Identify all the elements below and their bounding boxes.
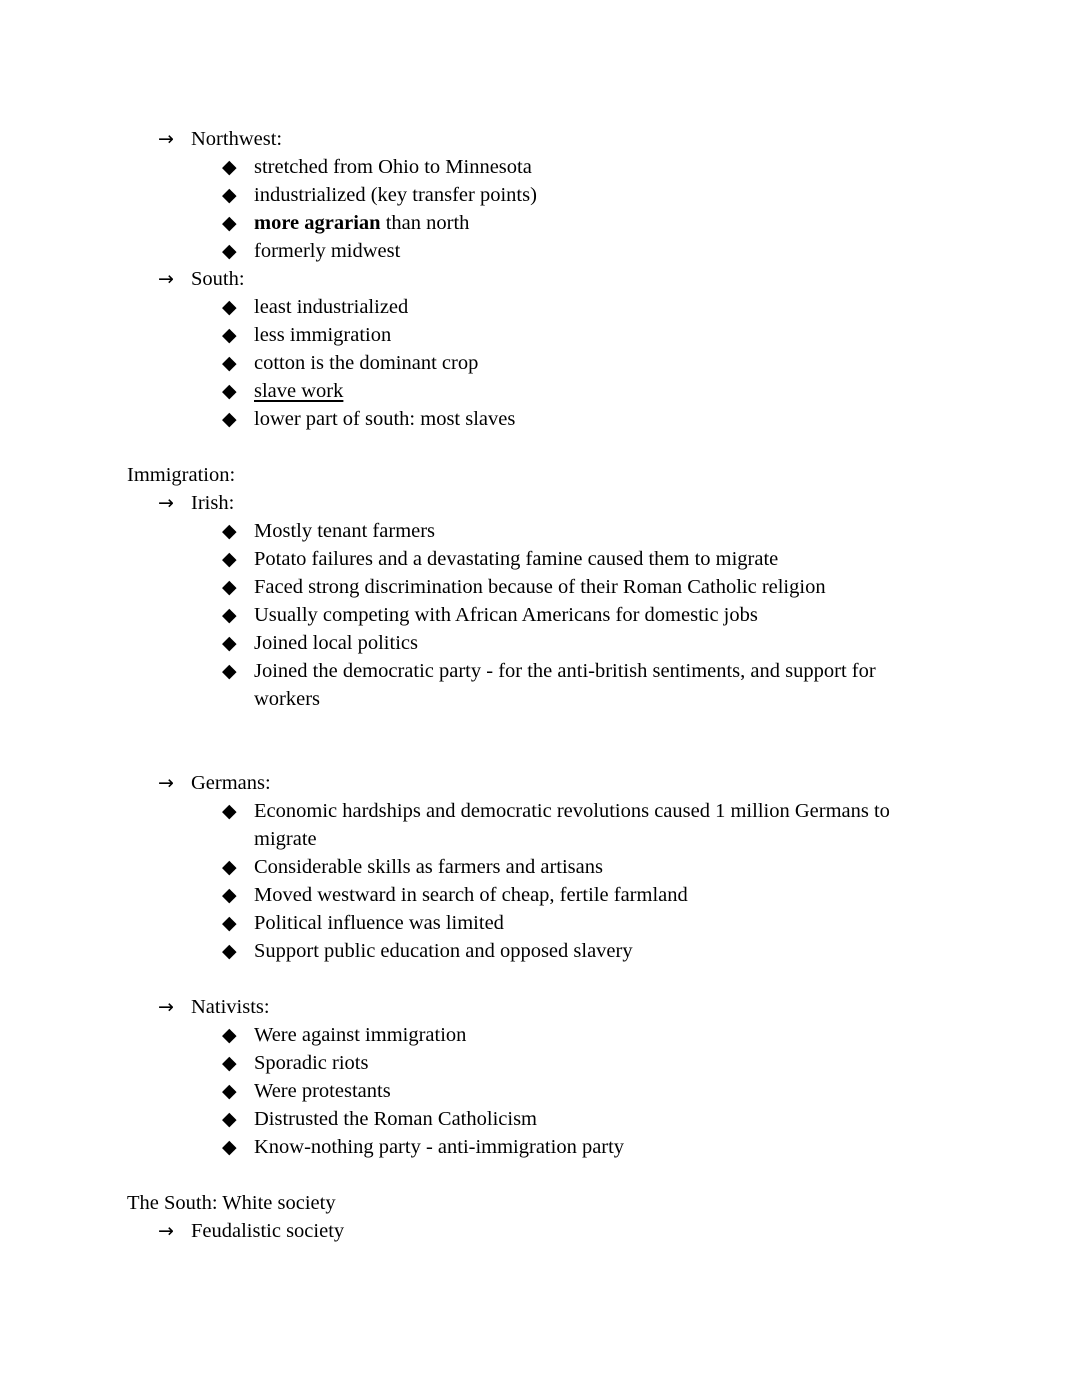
list-item: ◆ Support public education and opposed slavery <box>222 937 633 965</box>
northwest-heading <box>158 125 282 153</box>
germans-label: Germans: <box>191 772 271 794</box>
diamond-bullet-icon: ◆ <box>222 548 237 570</box>
diamond-bullet-icon: ◆ <box>222 352 237 374</box>
list-item: ◆ industrialized (key transfer points) <box>222 181 537 209</box>
south-heading <box>158 265 245 293</box>
list-item: ◆ Considerable skills as farmers and artisans <box>222 853 603 881</box>
list-item: ◆ Joined local politics <box>222 629 418 657</box>
diamond-bullet-icon: ◆ <box>222 632 237 654</box>
list-item: ◆ Sporadic riots <box>222 1049 368 1077</box>
nativists-heading <box>158 993 270 1021</box>
arrow-icon: → <box>158 268 174 290</box>
list-item: ◆ more agrarian than north <box>222 209 469 237</box>
nativists-label: Nativists: <box>191 996 270 1018</box>
list-item <box>222 377 343 405</box>
list-item: ◆ Distrusted the Roman Catholicism <box>222 1105 537 1133</box>
list-item-continuation: migrate <box>254 828 317 850</box>
diamond-bullet-icon: ◆ <box>222 324 237 346</box>
list-item: ◆ least industrialized <box>222 293 408 321</box>
diamond-bullet-icon: ◆ <box>222 576 237 598</box>
list-item: ◆ Moved westward in search of cheap, fertile farmland <box>222 881 688 909</box>
germans-heading <box>158 769 271 797</box>
irish-heading <box>158 489 234 517</box>
arrow-icon: → <box>158 1220 174 1242</box>
list-item: ◆ less immigration <box>222 321 391 349</box>
list-item: ◆ lower part of south: most slaves <box>222 405 515 433</box>
diamond-bullet-icon: ◆ <box>222 1024 237 1046</box>
diamond-bullet-icon: ◆ <box>222 884 237 906</box>
diamond-bullet-icon: ◆ <box>222 212 237 234</box>
list-item: → Feudalistic society <box>158 1217 344 1245</box>
list-item: ◆ Usually competing with African Americans for domestic jobs <box>222 601 758 629</box>
immigration-heading: Immigration: <box>127 464 236 486</box>
diamond-bullet-icon: ◆ <box>222 520 237 542</box>
diamond-bullet-icon: ◆ <box>222 156 237 178</box>
diamond-bullet-icon: ◆ <box>222 912 237 934</box>
list-item: ◆ Faced strong discrimination because of their Roman Catholic religion <box>222 573 826 601</box>
list-item: ◆ Potato failures and a devastating famine caused them to migrate <box>222 545 778 573</box>
arrow-icon: → <box>158 492 174 514</box>
diamond-bullet-icon: ◆ <box>222 856 237 878</box>
list-item: ◆ cotton is the dominant crop <box>222 349 478 377</box>
diamond-bullet-icon: ◆ <box>222 380 237 402</box>
arrow-icon: → <box>158 772 174 794</box>
list-item: ◆ Joined the democratic party - for the anti-british sentiments, and support for <box>222 657 876 685</box>
bold-text: more agrarian <box>254 212 381 234</box>
diamond-bullet-icon: ◆ <box>222 1136 237 1158</box>
underlined-text: slave work <box>254 380 344 402</box>
list-item: ◆ Economic hardships and democratic revolutions caused 1 million Germans to <box>222 797 890 825</box>
list-item: ◆ Mostly tenant farmers <box>222 517 435 545</box>
diamond-bullet-icon: ◆ <box>222 660 237 682</box>
list-item: ◆ Know-nothing party - anti-immigration party <box>222 1133 624 1161</box>
diamond-bullet-icon: ◆ <box>222 1080 237 1102</box>
list-item: ◆ Were protestants <box>222 1077 391 1105</box>
list-item: ◆ formerly midwest <box>222 237 400 265</box>
diamond-bullet-icon: ◆ <box>222 184 237 206</box>
diamond-bullet-icon: ◆ <box>222 1108 237 1130</box>
northwest-label: Northwest: <box>191 128 283 150</box>
list-item: ◆ Political influence was limited <box>222 909 504 937</box>
south-label: South: <box>191 268 245 290</box>
diamond-bullet-icon: ◆ <box>222 408 237 430</box>
diamond-bullet-icon: ◆ <box>222 940 237 962</box>
arrow-icon: → <box>158 996 174 1018</box>
diamond-bullet-icon: ◆ <box>222 296 237 318</box>
diamond-bullet-icon: ◆ <box>222 800 237 822</box>
list-item: ◆ stretched from Ohio to Minnesota <box>222 153 532 181</box>
list-item-continuation: workers <box>254 688 321 710</box>
diamond-bullet-icon: ◆ <box>222 604 237 626</box>
south-society-heading: The South: White society <box>127 1192 336 1214</box>
irish-label: Irish: <box>191 492 235 514</box>
diamond-bullet-icon: ◆ <box>222 1052 237 1074</box>
diamond-bullet-icon: ◆ <box>222 240 237 262</box>
arrow-icon: → <box>158 128 174 150</box>
list-item: ◆ Were against immigration <box>222 1021 466 1049</box>
